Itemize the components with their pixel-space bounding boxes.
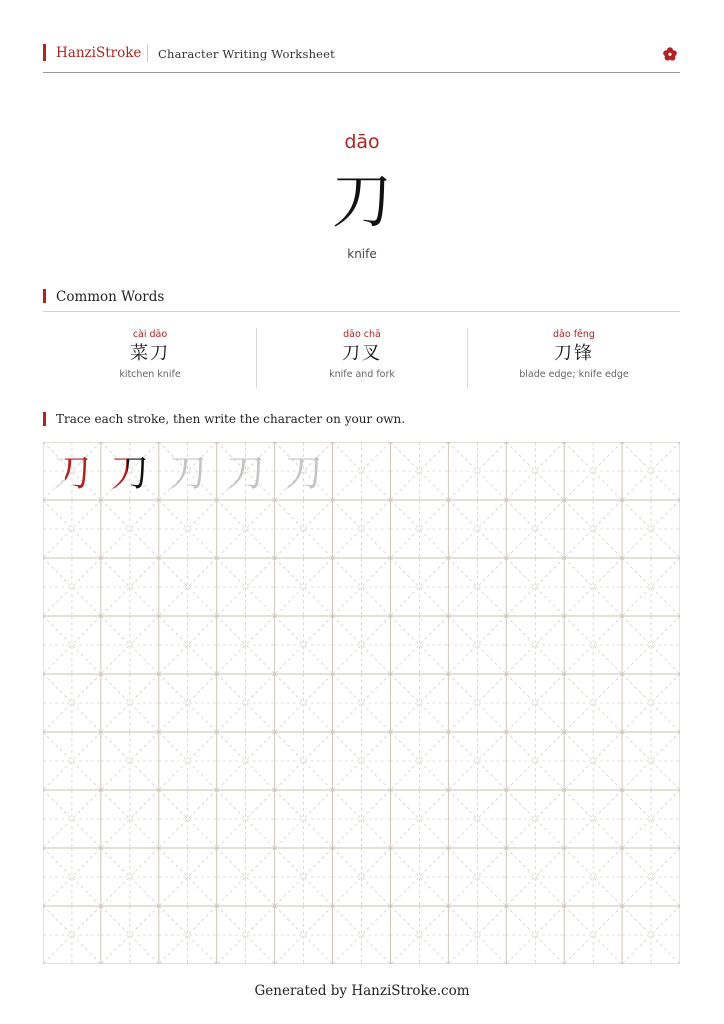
trace-character: 刀 — [101, 444, 159, 502]
word-hanzi: 菜刀 — [130, 343, 170, 364]
word-pinyin: cài dāo — [132, 329, 168, 340]
worksheet-header — [43, 44, 680, 64]
trace-character: 刀 — [226, 451, 265, 495]
brand-name[interactable]: HanziStroke — [56, 45, 142, 61]
word-meaning: knife and fork — [329, 369, 395, 380]
mi-grid-lines — [43, 442, 680, 964]
word-hanzi: 刀锋 — [554, 343, 594, 364]
section-accent-bar — [43, 289, 46, 303]
section-accent-bar — [43, 412, 46, 426]
document-title: Character Writing Worksheet — [158, 47, 336, 61]
footer-credit: Generated by HanziStroke.com — [254, 983, 470, 999]
word-card — [44, 328, 256, 388]
main-character: 刀 — [332, 167, 392, 237]
common-words-rule — [43, 311, 680, 312]
header-rule — [43, 72, 680, 73]
word-meaning: blade edge; knife edge — [519, 369, 629, 380]
word-card — [256, 328, 468, 388]
word-pinyin: dāo chā — [343, 329, 381, 340]
plum-blossom-icon — [662, 46, 678, 62]
word-pinyin: dāo fēng — [553, 329, 595, 340]
common-words-title: Common Words — [56, 289, 165, 305]
word-hanzi: 刀叉 — [342, 343, 382, 364]
word-meaning: kitchen knife — [119, 369, 181, 380]
header-divider — [147, 44, 148, 62]
character-meaning: knife — [347, 247, 377, 261]
brand-accent-bar — [43, 44, 46, 61]
word-card — [468, 328, 680, 388]
practice-grid[interactable] — [43, 442, 680, 964]
trace-character: 刀 — [43, 444, 101, 502]
character-pinyin: dāo — [344, 131, 380, 153]
trace-character: 刀 — [284, 451, 323, 495]
practice-instruction: Trace each stroke, then write the character on your own. — [56, 412, 406, 426]
trace-character: 刀 — [168, 451, 207, 495]
